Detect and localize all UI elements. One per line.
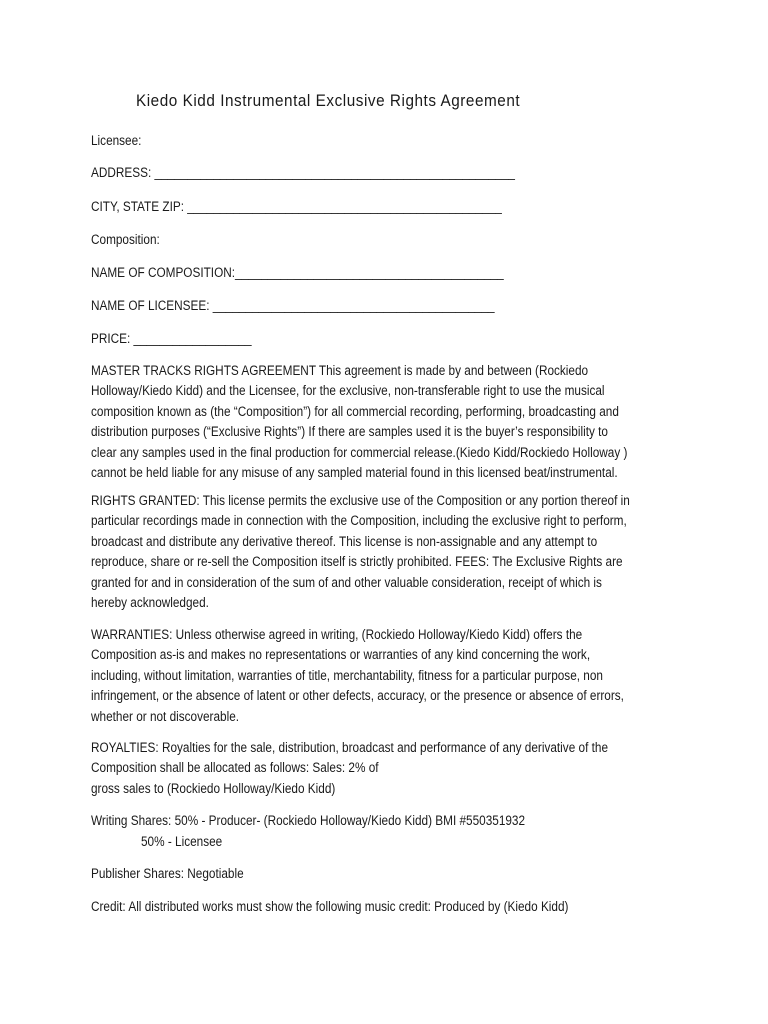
credit-line: Credit: All distributed works must show the following music credit: Produced by (Kiedo Kidd) bbox=[91, 899, 569, 914]
royalties-section bbox=[91, 738, 673, 799]
address-field: ADDRESS: _______________________________________________________ bbox=[91, 165, 515, 180]
price-field: PRICE: __________________ bbox=[91, 331, 252, 346]
warranties-heading: WARRANTIES: bbox=[91, 627, 173, 642]
city-state-zip-field: CITY, STATE ZIP: ________________________________________________ bbox=[91, 199, 502, 214]
rights-granted-section bbox=[91, 491, 673, 613]
master-tracks-heading: MASTER TRACKS RIGHTS AGREEMENT bbox=[91, 363, 316, 378]
writing-shares-line: Writing Shares: 50% - Producer- (Rockiedo Holloway/Kiedo Kidd) BMI #550351932 bbox=[91, 813, 526, 828]
writing-shares-licensee-line: 50% - Licensee bbox=[141, 834, 223, 849]
publisher-shares-line: Publisher Shares: Negotiable bbox=[91, 866, 244, 881]
name-of-licensee-field: NAME OF LICENSEE: ___________________________________________ bbox=[91, 298, 495, 313]
royalties-heading: ROYALTIES: bbox=[91, 740, 159, 755]
master-tracks-section bbox=[91, 361, 673, 483]
rights-granted-body: This license permits the exclusive use of the Composition or any portion thereof in particular recordings made in connection with the Composition, including the exclusive right to perform, broadcast and distribute any derivative thereof. This license is non-assignable and any attempt to reproduce, share or re-sell the Composition itself is strictly prohibited. FEES: The Exclusive Rights are granted for and in consideration of the sum of and other valuable consideration, receipt of which is hereby acknowledged. bbox=[91, 493, 630, 611]
warranties-body: Unless otherwise agreed in writing, (Rockiedo Holloway/Kiedo Kidd) offers the Composition as-is and makes no representations or warranties of any kind concerning the work, including, without limitation, warranties of title, merchantability, fitness for a particular purpose, non infringement, or the absence of latent or other defects, accuracy, or the presence or absence of errors, whether or not discoverable. bbox=[91, 627, 624, 724]
master-tracks-body: This agreement is made by and between (Rockiedo Holloway/Kiedo Kidd) and the Licensee, for the exclusive, non-transferable right to use the musical composition known as (the “Composition”) for all commercial recording, performing, broadcasting and distribution purposes (“Exclusive Rights”) If there are samples used it is the buyer’s responsibility to clear any samples used in the final production for commercial release.(Kiedo Kidd/Rockiedo Holloway ) cannot be held liable for any misuse of any sampled material found in this licensed beat/instrumental. bbox=[91, 363, 628, 481]
licensee-label: Licensee: bbox=[91, 133, 142, 148]
composition-label: Composition: bbox=[91, 232, 160, 247]
rights-granted-heading: RIGHTS GRANTED: bbox=[91, 493, 200, 508]
name-of-composition-field: NAME OF COMPOSITION:_________________________________________ bbox=[91, 265, 504, 280]
royalties-body: Royalties for the sale, distribution, broadcast and performance of any derivative of the Composition shall be allocated as follows: Sales: 2% of gross sales to (Rockiedo Holloway/Kiedo Kidd) bbox=[91, 740, 609, 796]
warranties-section bbox=[91, 625, 673, 727]
document-title: Kiedo Kidd Instrumental Exclusive Rights Agreement bbox=[136, 91, 521, 110]
